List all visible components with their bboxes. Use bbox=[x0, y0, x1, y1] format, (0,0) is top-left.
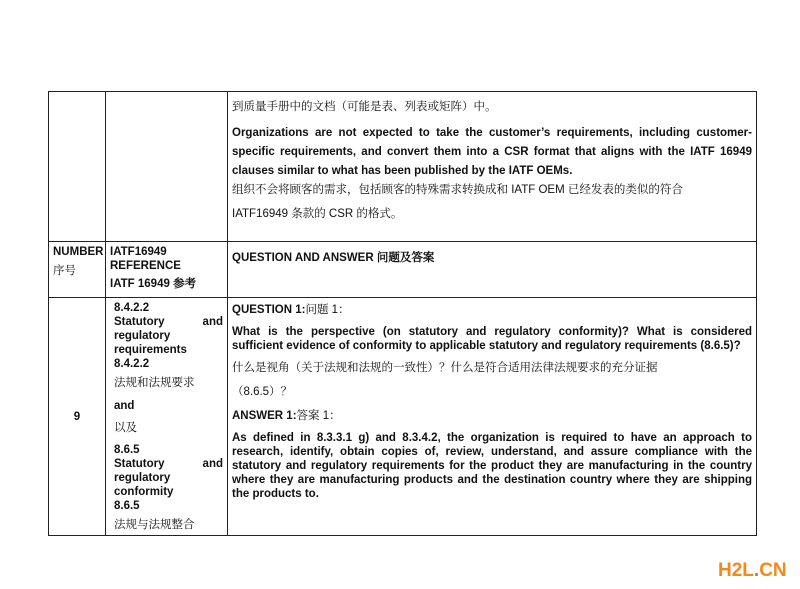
ref-title-1-c: regulatory bbox=[114, 330, 171, 342]
question-label-line bbox=[232, 303, 752, 317]
ref-code-2: 8.6.5 bbox=[114, 444, 140, 456]
header-reference-cell bbox=[106, 242, 228, 298]
question-zh-a: 什么是视角（关于法规和法规的一致性）？什么是符合适用法律法规要求的充分证据 bbox=[232, 362, 658, 374]
answer-label-zh: 答案 1： bbox=[296, 410, 341, 422]
question-zh-b: （8.6.5）？ bbox=[232, 386, 293, 398]
ref-title-2-row bbox=[114, 457, 223, 471]
header-ref-zh: IATF 16949 参考 bbox=[110, 278, 197, 290]
ref-title-1-a: Statutory bbox=[114, 316, 165, 328]
ref-title-2-b: and bbox=[202, 458, 223, 470]
header-number-zh: 序号 bbox=[53, 265, 76, 277]
question-en: What is the perspective (on statutory and regulatory conformity)? What is considered sufficient evidence of conformity to applicable statutory and regulatory requirements (8.6.5)? bbox=[232, 326, 752, 352]
intro-zh-line: 到质量手册中的文档（可能是表、列表或矩阵）中。 bbox=[232, 101, 497, 113]
watermark-logo bbox=[718, 560, 787, 582]
table-row-continuation bbox=[49, 92, 757, 242]
ref-title-1-b: and bbox=[202, 316, 223, 328]
ref-title-2-c: regulatory bbox=[114, 472, 171, 484]
ref-and-zh: 以及 bbox=[114, 422, 137, 434]
watermark-tld: CN bbox=[759, 560, 787, 581]
header-number-cell bbox=[49, 242, 106, 298]
row9-qa-cell bbox=[228, 298, 757, 536]
watermark-dot: . bbox=[753, 560, 760, 581]
ref-and-en: and bbox=[114, 400, 135, 412]
answer-en: As defined in 8.3.3.1 g) and 8.3.4.2, the organization is required to have an approach to research, identify, obtain copies of, review, understand, and assure compliance with the statutory and regulatory requirements for the product they are manufacturing in the country where they are manufacturing products and the destination country where they are shipping the products to. bbox=[232, 432, 752, 500]
answer-label: ANSWER 1: bbox=[232, 410, 297, 422]
header-qa-cell bbox=[228, 242, 757, 298]
row9-number-cell bbox=[49, 298, 106, 536]
ref-zh-1: 法规和法规要求 bbox=[114, 377, 195, 389]
intro-en-paragraph: Organizations are not expected to take the customer’s requirements, including customer-specific requirements, and convert them into a CSR format that aligns with the IATF 16949 clauses similar to what has been published by the IATF OEMs. bbox=[232, 127, 752, 177]
question-label: QUESTION 1: bbox=[232, 304, 306, 316]
ref-title-1-d: requirements bbox=[114, 344, 187, 356]
ref-code-2b: 8.6.5 bbox=[114, 500, 140, 512]
ref-code-1: 8.4.2.2 bbox=[114, 302, 150, 314]
intro-zh-paragraph-a: 组织不会将顾客的需求，包括顾客的特殊需求转换成和 IATF OEM 已经发表的类似的符合 bbox=[232, 184, 683, 196]
cell-intro-text bbox=[228, 92, 757, 242]
header-qa-title: QUESTION AND ANSWER 问题及答案 bbox=[232, 252, 435, 264]
answer-label-line bbox=[232, 409, 752, 423]
document-table bbox=[48, 91, 757, 536]
question-label-zh: 问题 1： bbox=[305, 304, 350, 316]
ref-title-1-row bbox=[114, 315, 223, 329]
header-number-en: NUMBER bbox=[53, 246, 104, 258]
ref-title-2-d: conformity bbox=[114, 486, 174, 498]
cell-empty-number bbox=[49, 92, 106, 242]
cell-empty-reference bbox=[106, 92, 228, 242]
header-ref-line2: REFERENCE bbox=[110, 260, 181, 272]
ref-code-1b: 8.4.2.2 bbox=[114, 358, 150, 370]
row9-reference-cell bbox=[106, 298, 228, 536]
intro-zh-paragraph-b: IATF16949 条款的 CSR 的格式。 bbox=[232, 208, 403, 220]
header-ref-line1: IATF16949 bbox=[110, 246, 167, 258]
watermark-brand: H2L bbox=[718, 560, 754, 581]
row9-number: 9 bbox=[73, 410, 81, 423]
ref-zh-2: 法规与法规整合 bbox=[114, 519, 195, 531]
table-header-row bbox=[49, 242, 757, 298]
ref-title-2-a: Statutory bbox=[114, 458, 165, 470]
table-row-9 bbox=[49, 298, 757, 536]
